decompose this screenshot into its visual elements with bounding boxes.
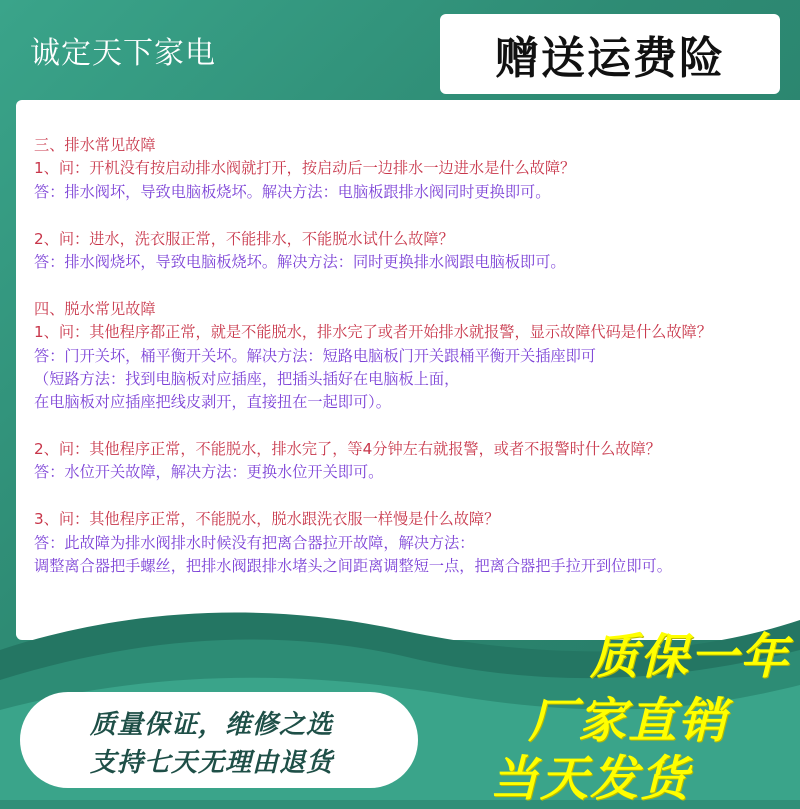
- faq-question-line: 3、问：其他程序正常，不能脱水，脱水跟洗衣服一样慢是什么故障？: [34, 510, 500, 529]
- faq-question-line: 2、问：其他程序正常，不能脱水，排水完了，等4分钟左右就报警，或者不报警时什么故障？: [34, 440, 661, 459]
- faq-answer-line: 答：此故障为排水阀排水时候没有把离合器拉开故障，解决方法：: [34, 533, 475, 552]
- slogan-warranty: 质保一年: [590, 629, 791, 685]
- faq-answer-line: 调整离合器把手螺丝，把排水阀跟排水堵头之间距离调整短一点，把离合器把手拉开到位即可。: [34, 557, 672, 576]
- slogan-direct-sale: 厂家直销: [528, 693, 729, 749]
- faq-question-line: 1、问：其他程序都正常，就是不能脱水，排水完了或者开始排水就报警，显示故障代码是什么故障？: [34, 323, 712, 342]
- faq-question-line: 四、脱水常见故障: [34, 299, 156, 318]
- faq-answer-line: 在电脑板对应插座把线皮剥开，直接扭在一起即可）。: [34, 393, 391, 412]
- faq-question-line: 三、排水常见故障: [34, 136, 156, 154]
- faq-answer-line: 答：水位开关故障，解决方法：更换水位开关即可。: [34, 463, 384, 482]
- brand-name: 诚定天下家电: [30, 36, 216, 71]
- faq-answer-line: 答：门开关坏，桶平衡开关坏。解决方法：短路电脑板门开关跟桶平衡开关插座即可: [34, 346, 596, 365]
- faq-question-line: 2、问：进水，洗衣服正常，不能排水，不能脱水试什么故障？: [34, 229, 454, 248]
- line-gap: [34, 274, 800, 297]
- line-gap: [34, 204, 800, 227]
- faq-answer-line: （短路方法：找到电脑板对应插座，把插头插好在电脑板上面，: [34, 369, 460, 388]
- faq-card: [16, 100, 800, 640]
- line-gap: [34, 485, 800, 508]
- line-gap: [34, 415, 800, 438]
- slogan-same-day: 当天发货: [490, 751, 691, 807]
- faq-content: [34, 134, 800, 578]
- pill-line-return: 支持七天无理由退货: [90, 748, 334, 778]
- faq-question-line: 1、问：开机没有按启动排水阀就打开，按启动后一边排水一边进水是什么故障？: [34, 159, 576, 178]
- faq-answer-line: 答：排水阀坏，导致电脑板烧坏。解决方法：电脑板跟排水阀同时更换即可。: [34, 182, 551, 201]
- insurance-banner: [440, 14, 780, 94]
- insurance-text: 赠送运费险: [495, 33, 725, 84]
- pill-line-quality: 质量保证，维修之选: [90, 710, 334, 740]
- faq-answer-line: 答：排水阀烧坏，导致电脑板烧坏。解决方法：同时更换排水阀跟电脑板即可。: [34, 252, 566, 271]
- guarantee-pill: [20, 692, 418, 788]
